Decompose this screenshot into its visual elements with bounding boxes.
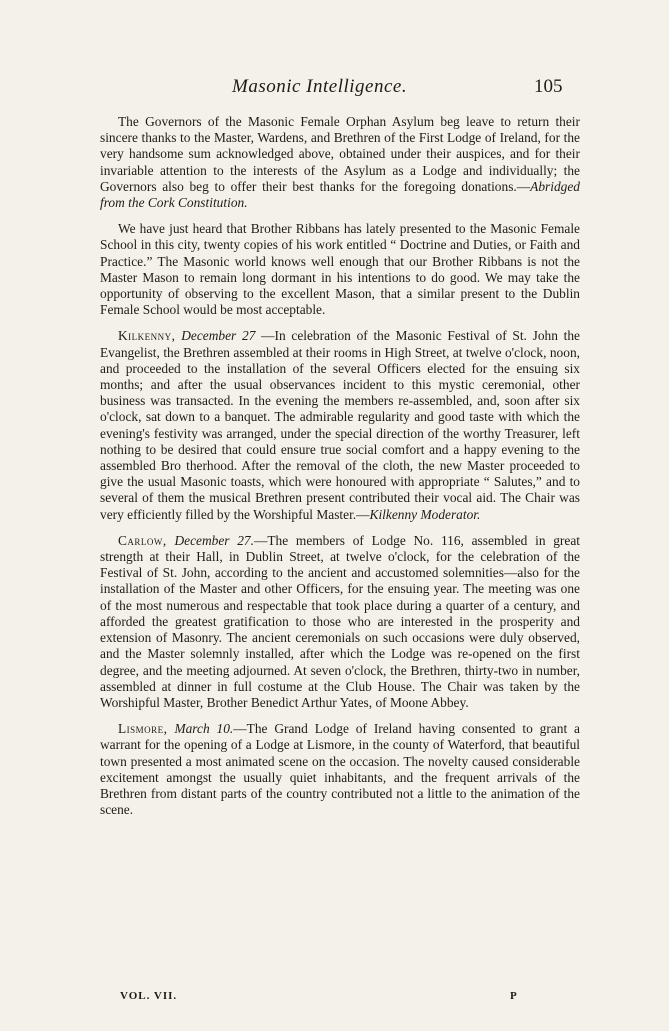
paragraph-source: Abridged from the Cork Constitution. [100, 178, 580, 211]
paragraph-carlow [100, 533, 580, 711]
paragraph-lismore [100, 721, 580, 818]
paragraph-body: We have just heard that Brother Ribbans has lately presented to the Masonic Female School in this city, twenty copies of his work entitled “ Doctrine and Duties, or Faith and Practice.” The Masonic world knows well enough that our Brother Ribbans is not the Master Mason to remain long dormant in his intentions to do good. We may take the opportunity of observing to the excellent Mason, that a similar present to the Dublin Female School would be most acceptable. [100, 221, 580, 318]
article-body [100, 114, 580, 828]
paragraph-place: Kilkenny, [118, 328, 176, 344]
volume-label: VOL. VII. [120, 990, 178, 1002]
paragraph-body: —The Grand Lodge of Ireland having consented to grant a warrant for the opening of a Lodge at Lismore, in the county of Waterford, that beautiful town presented a most animated scene on the occasion. The novelty caused considerable excitement amongst the usually quiet inhabitants, and the frequent arrivals of the Brethren from distant parts of the country contributed not a little to the animation of the scene. [100, 721, 580, 818]
page-number: 105 [534, 76, 563, 97]
paragraph-place: Lismore, [118, 721, 168, 737]
paragraph-place: Carlow, [118, 532, 167, 548]
paragraph-date: December 27. [174, 532, 254, 548]
page-header [0, 76, 669, 100]
signature-mark: P [510, 990, 518, 1002]
paragraph-brother-ribbans [100, 221, 580, 318]
paragraph-orphan-asylum [100, 114, 580, 211]
paragraph-body: —The members of Lodge No. 116, assembled in great strength at their Hall, in Dublin Street, at twelve o'clock, for the celebration of the Festival of St. John, according to the ancient and accustomed solemnities—also for the installation of the Master and other Officers, for the ensuing year. The meeting was one of the most numerous and respectable that took place during a quarter of a century, and afforded the greatest gratification to those who are interested in the prosperity and extension of Masonry. The ancient ceremonials on such occasions were duly observed, and the Master solemnly installed, after which the Lodge was re-opened on the first degree, and the meeting adjourned. At seven o'clock, the Brethren, thirty-two in number, assembled at dinner in full costume at the Club House. The Chair was taken by the Worshipful Master, Brother Benedict Arthur Yates, of Moone Abbey. [100, 532, 580, 710]
paragraph-date: December 27 [181, 328, 256, 344]
paragraph-body: The Governors of the Masonic Female Orphan Asylum beg leave to return their sincere thanks to the Master, Wardens, and Brethren of the First Lodge of Ireland, for the very handsome sum acknowledged above, obtained under their auspices, and for their invariable attention to the interests of the Asylum as a Lodge and individually; the Governors also beg to offer their best thanks for the foregoing donations.— [100, 114, 580, 194]
paragraph-kilkenny [100, 328, 580, 522]
paragraph-date: March 10. [174, 721, 234, 737]
paragraph-body: —In celebration of the Masonic Festival of St. John the Evangelist, the Brethren assembled at their rooms in High Street, at twelve o'clock, noon, and proceeded to the installation of the several Officers elected for the ensuing six months; and after the usual observances incident to this mystic ceremonial, other business was transacted. In the evening the members re-assembled, and, soon after six o'clock, sat down to a banquet. The admirable regularity and good taste with which the evening's festivity was arranged, under the special direction of the worthy Treasurer, left nothing to be desired that could ensure true social comfort and a happy evening to the assembled Bro therhood. After the removal of the cloth, the new Master proceeded to give the usual Masonic toasts, which were honoured with appropriate “ Salutes,” and to several of them the musical Brethren present contributed their vocal aid. The Chair was very efficiently filled by the Worshipful Master.— [100, 328, 580, 522]
page-footer [120, 990, 520, 1006]
paragraph-source: Kilkenny Moderator. [369, 506, 481, 522]
running-title: Masonic Intelligence. [232, 76, 408, 97]
